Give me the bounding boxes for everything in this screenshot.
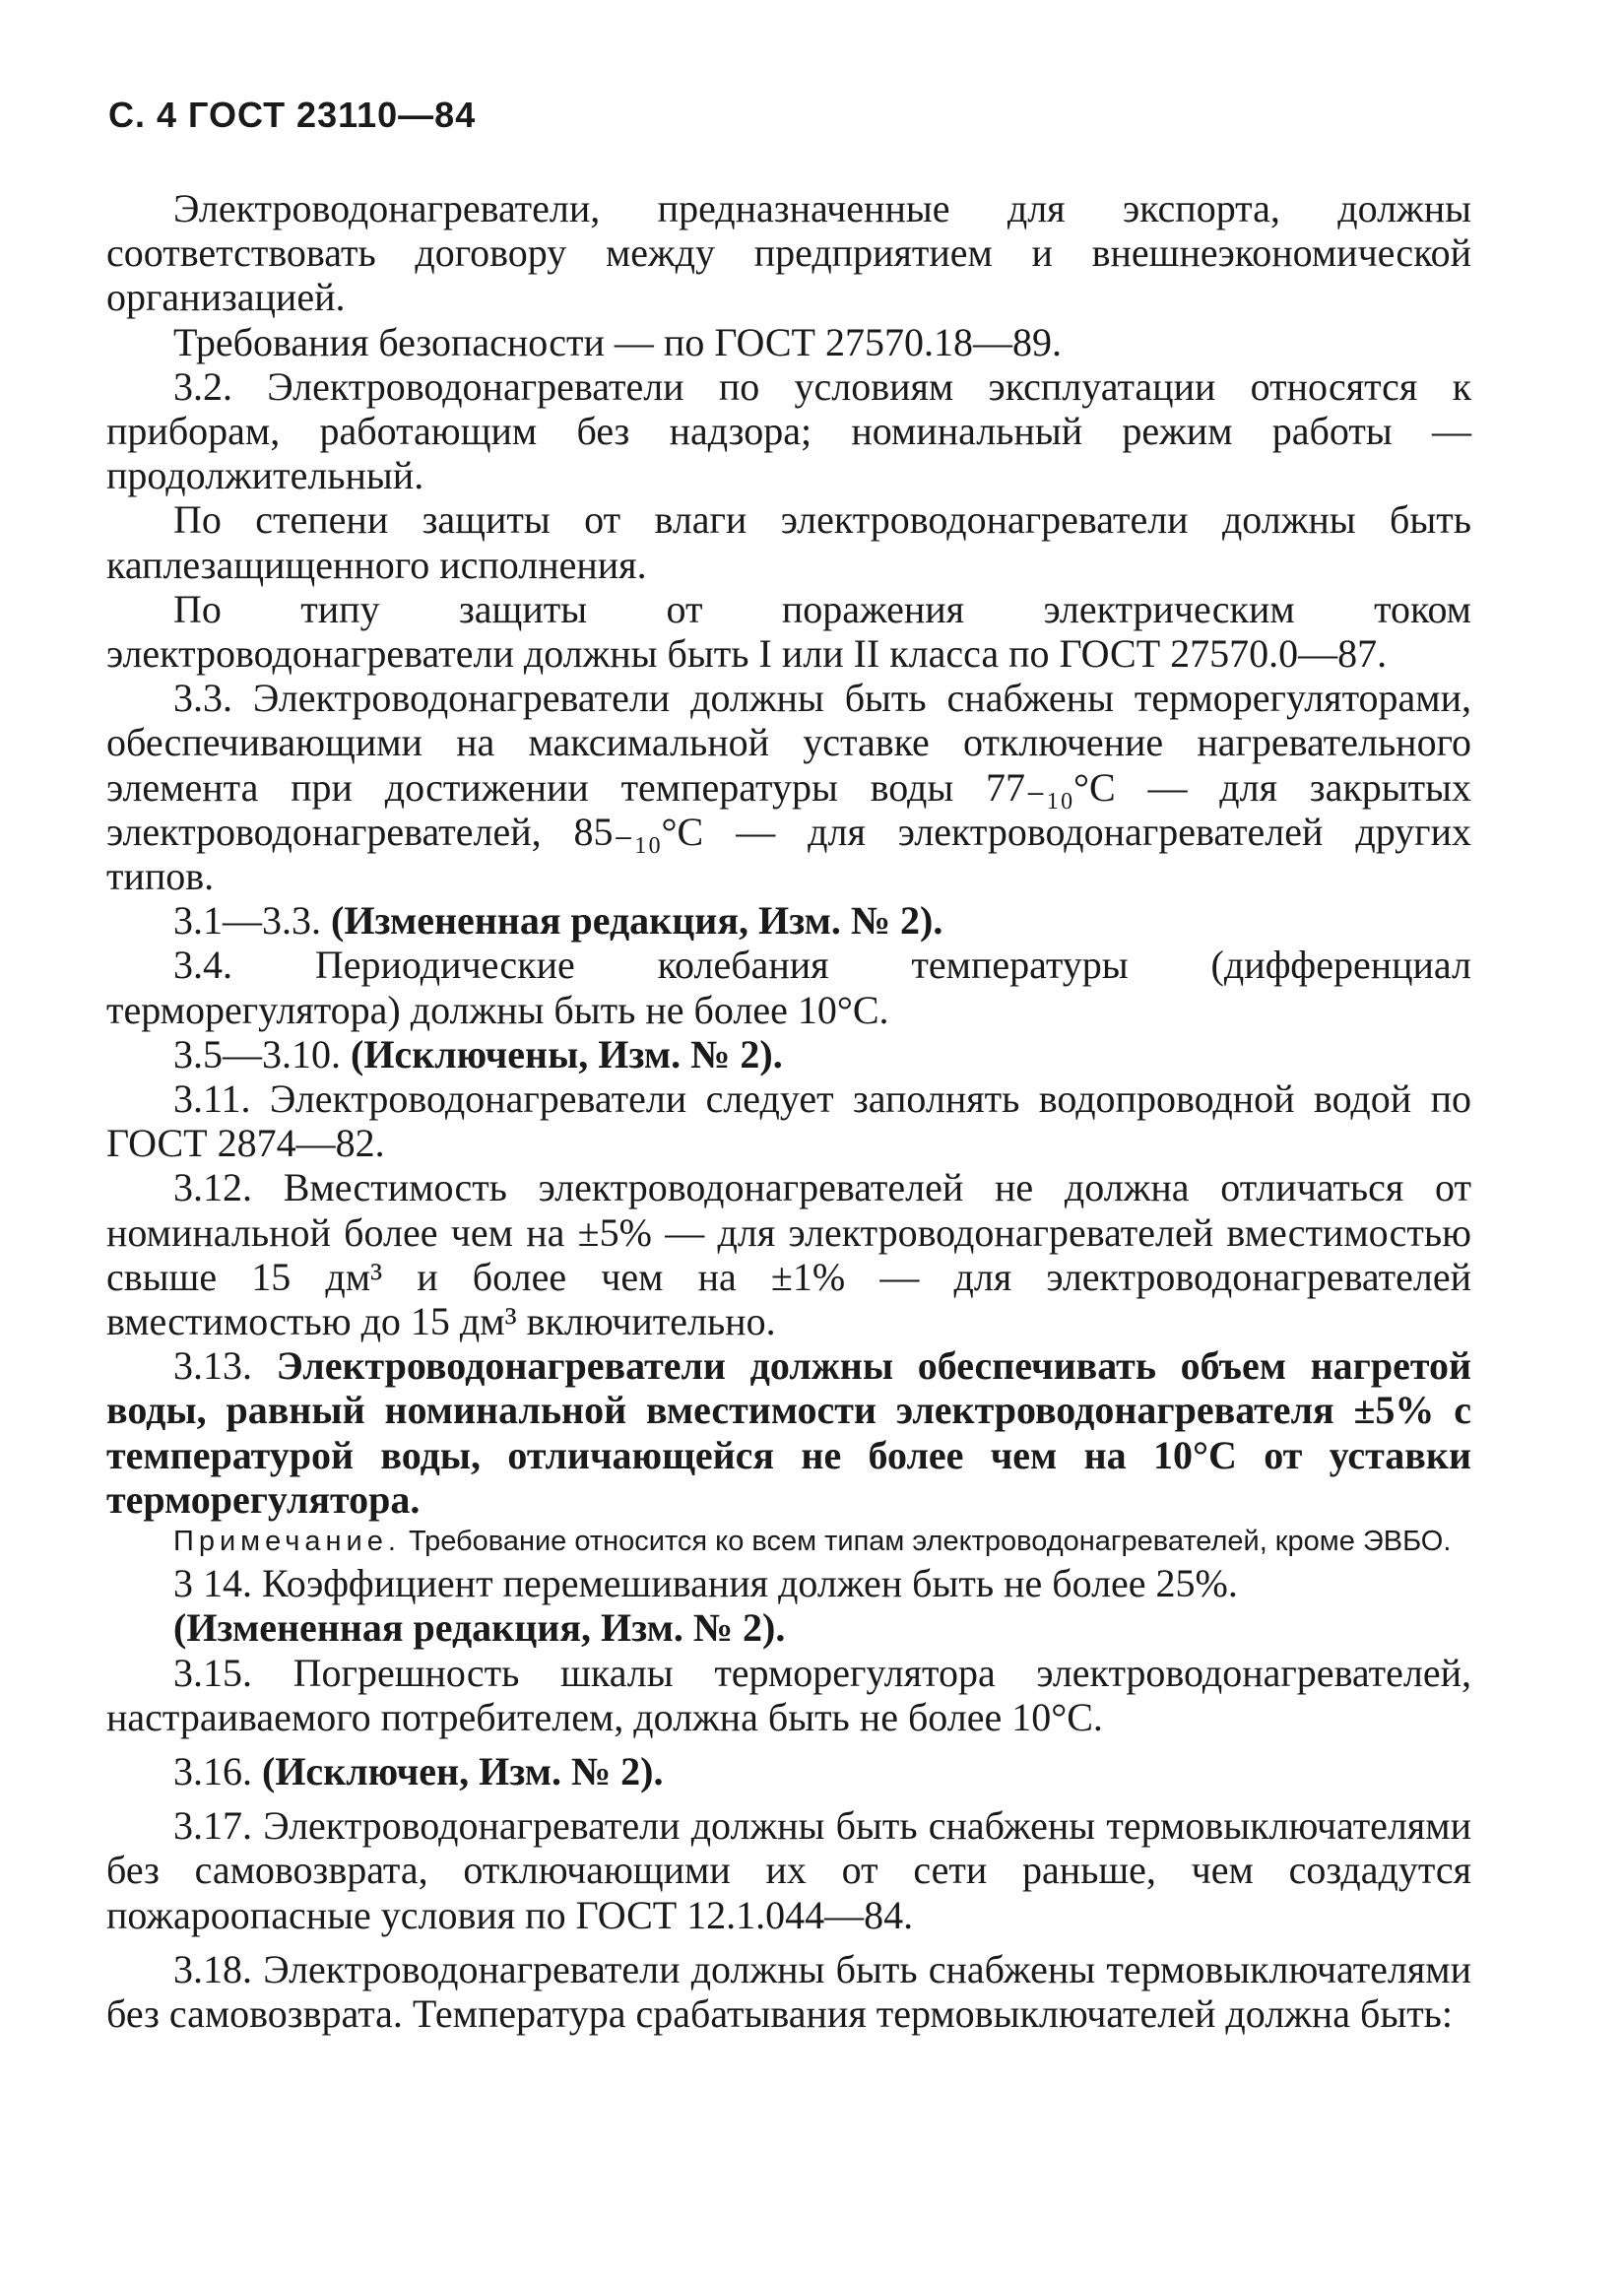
amendment-note: (Исключен, Изм. № 2). [262, 1748, 664, 1793]
paragraph-safety: Требования безопасности — по ГОСТ 27570.18—89. [173, 319, 1062, 364]
note [106, 1522, 1471, 1561]
amendment-note: (Исключены, Изм. № 2). [351, 1031, 783, 1076]
paragraph-3-2: 3.2. Электроводонагреватели по условиям эксплуатации относятся к приборам, работающим без надзора; номинальный режим работы — продолжительный. [106, 363, 1471, 498]
amendment-3-1-3-3 [106, 898, 1471, 943]
paragraph-3-14: 3 14. Коэффициент перемешивания должен быть не более 25%. [173, 1561, 1238, 1606]
amendment-ref: 3.5—3.10. [173, 1031, 341, 1076]
amendment-3-16 [106, 1749, 1471, 1793]
amendment-ref: 3.16. [173, 1748, 252, 1793]
paragraph-3-4: 3.4. Периодические колебания температуры (дифференциал терморегулятора) должны быть не более 10°С. [106, 943, 1471, 1032]
paragraph-3-13 [106, 1343, 1471, 1522]
amendment-3-14: (Измененная редакция, Изм. № 2). [173, 1605, 786, 1651]
paragraph-3-18: 3.18. Электроводонагреватели должны быть снабжены термовыключателями без самовозврата. Температура срабатывания термовыключателей должна быть: [106, 1946, 1471, 2036]
clause-number: 3.13. [173, 1343, 252, 1389]
note-text: Требование относится ко всем типам электроводонагревателей, кроме ЭВБО. [408, 1526, 1452, 1558]
paragraph-export: Электроводонагреватели, предназначенные для экспорта, должны соответствовать договору между предприятием и внешнеэкономической организацией. [106, 186, 1471, 320]
paragraph-3-17: 3.17. Электроводонагреватели должны быть снабжены термовыключателями без самовозврата, отключающими их от сети раньше, чем создадутся пожароопасные условия по ГОСТ 12.1.044—84. [106, 1803, 1471, 1937]
amendment-3-5-3-10 [106, 1032, 1471, 1076]
paragraph-3-11: 3.11. Электроводонагреватели следует заполнять водопроводной водой по ГОСТ 2874—82. [106, 1076, 1471, 1166]
note-label: Примечание. [173, 1526, 401, 1558]
amendment-ref: 3.1—3.3. [173, 898, 321, 944]
paragraph-3-12: 3.12. Вместимость электроводонагревателей не должна отличаться от номинальной более чем на ±5% — для электроводонагревателей вместимостью свыше 15 дм³ и более чем на ±1% — для электроводонагревателей вместимостью до 15 дм³ включительно. [106, 1165, 1471, 1344]
amendment-note: (Измененная редакция, Изм. № 2). [331, 898, 943, 944]
page-header: С. 4 ГОСТ 23110—84 [108, 95, 477, 135]
clause-text: Электроводонагреватели должны обеспечивать объем нагретой воды, равный номинальной вместимости электроводонагревателя ±5% с температурой воды, отличающейся не более чем на 10°С от уставки терморегулятора. [106, 1343, 1472, 1522]
paragraph-moisture: По степени защиты от влаги электроводонагреватели должны быть каплезащищенного исполнения. [106, 497, 1471, 587]
paragraph-3-15: 3.15. Погрешность шкалы терморегулятора электроводонагревателей, настраиваемого потребителем, должна быть не более 10°С. [106, 1650, 1471, 1739]
paragraph-shock-class: По типу защиты от поражения электрическим током электроводонагреватели должны быть I или II класса по ГОСТ 27570.0—87. [106, 586, 1471, 677]
paragraph-3-3: 3.3. Электроводонагреватели должны быть снабжены терморегуляторами, обеспечивающими на максимальной уставке отключение нагревательного элемента при достижении температуры воды 77₋₁₀°С — для закрытых электроводонагревателей, 85₋₁₀°С — для электроводонагревателей других типов. [106, 676, 1471, 899]
